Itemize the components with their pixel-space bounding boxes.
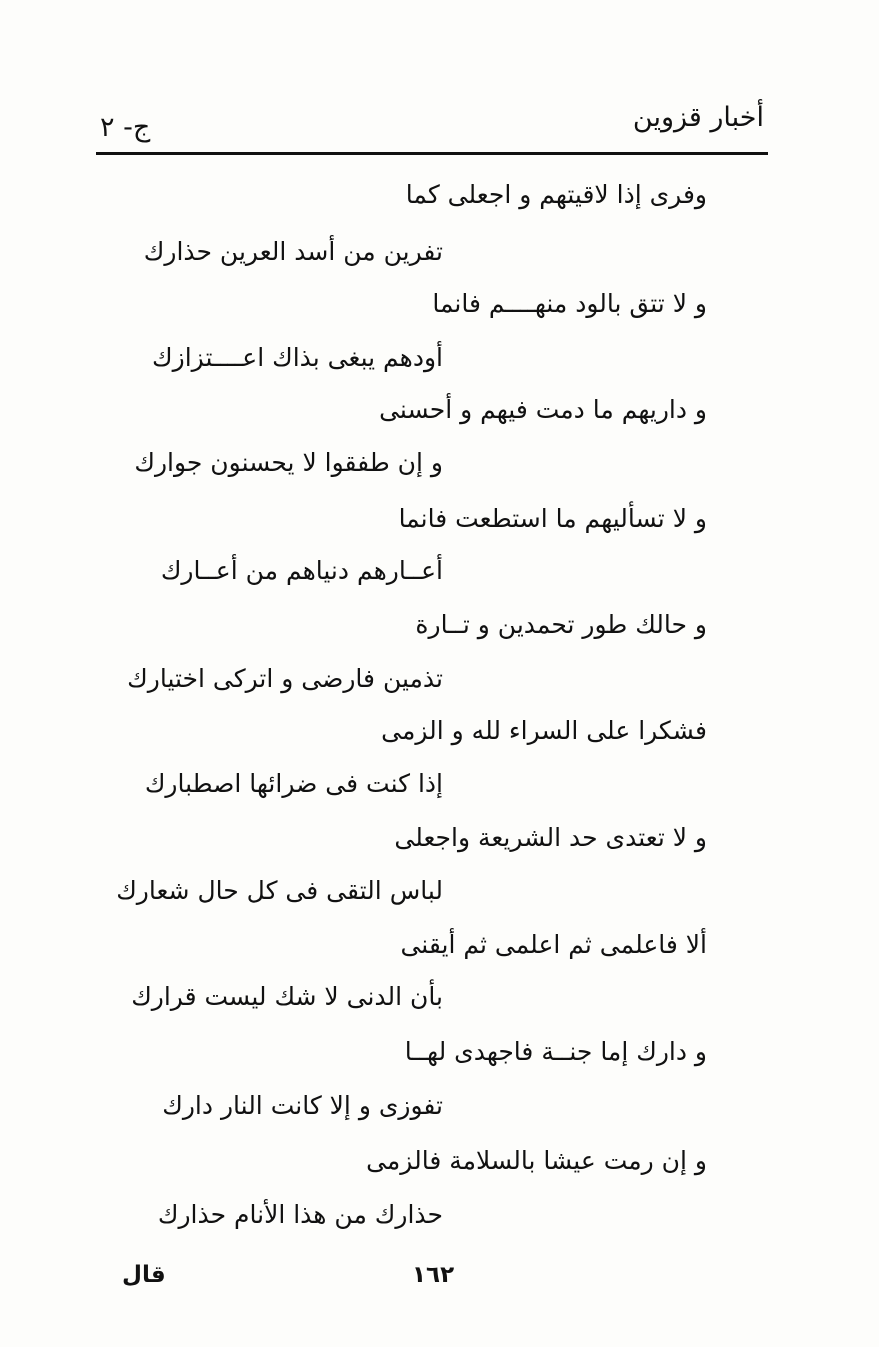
verse-line: و إن طفقوا لا يحسنون جوارك bbox=[134, 448, 443, 477]
verse-line: و دارك إما جنــة فاجهدى لهــا bbox=[404, 1037, 707, 1066]
verse-line: أودهم يبغى بذاك اعــــتزازك bbox=[152, 343, 443, 372]
header-rule bbox=[96, 152, 768, 155]
verse-line: بأن الدنى لا شك ليست قرارك bbox=[131, 982, 443, 1011]
verse-line: إذا كنت فى ضرائها اصطبارك bbox=[144, 769, 443, 798]
verse-line: تفرين من أسد العرين حذارك bbox=[143, 237, 443, 266]
verse-line: و لا تتق بالود منهــــم فانما bbox=[432, 289, 707, 318]
running-head-title: أخبار قزوين bbox=[632, 102, 764, 133]
verse-line: و إن رمت عيشا بالسلامة فالزمى bbox=[366, 1146, 707, 1175]
verse-line: تذمين فارضى و اتركى اختيارك bbox=[127, 664, 443, 693]
verse-line: لباس التقى فى كل حال شعارك bbox=[116, 876, 443, 905]
verse-line: وفرى إذا لاقيتهم و اجعلى كما bbox=[405, 180, 707, 209]
verse-line: و لا تسأليهم ما استطعت فانما bbox=[398, 504, 707, 533]
verse-line: ألا فاعلمى ثم اعلمى ثم أيقنى bbox=[400, 930, 707, 959]
verse-line: حذارك من هذا الأنام حذارك bbox=[157, 1200, 443, 1229]
verse-line: تفوزى و إلا كانت النار دارك bbox=[162, 1091, 443, 1120]
catchword: قال bbox=[122, 1262, 166, 1288]
running-head-volume: ج- ٢ bbox=[100, 112, 151, 143]
verse-line: و لا تعتدى حد الشريعة واجعلى bbox=[394, 823, 707, 852]
verse-line: و حالك طور تحمدين و تــارة bbox=[415, 610, 707, 639]
page-number: ١٦٢ bbox=[412, 1262, 455, 1288]
verse-line: و داريهم ما دمت فيهم و أحسنى bbox=[379, 395, 707, 424]
verse-line: أعــارهم دنياهم من أعــارك bbox=[160, 556, 443, 585]
verse-line: فشكرا على السراء لله و الزمى bbox=[381, 716, 707, 745]
